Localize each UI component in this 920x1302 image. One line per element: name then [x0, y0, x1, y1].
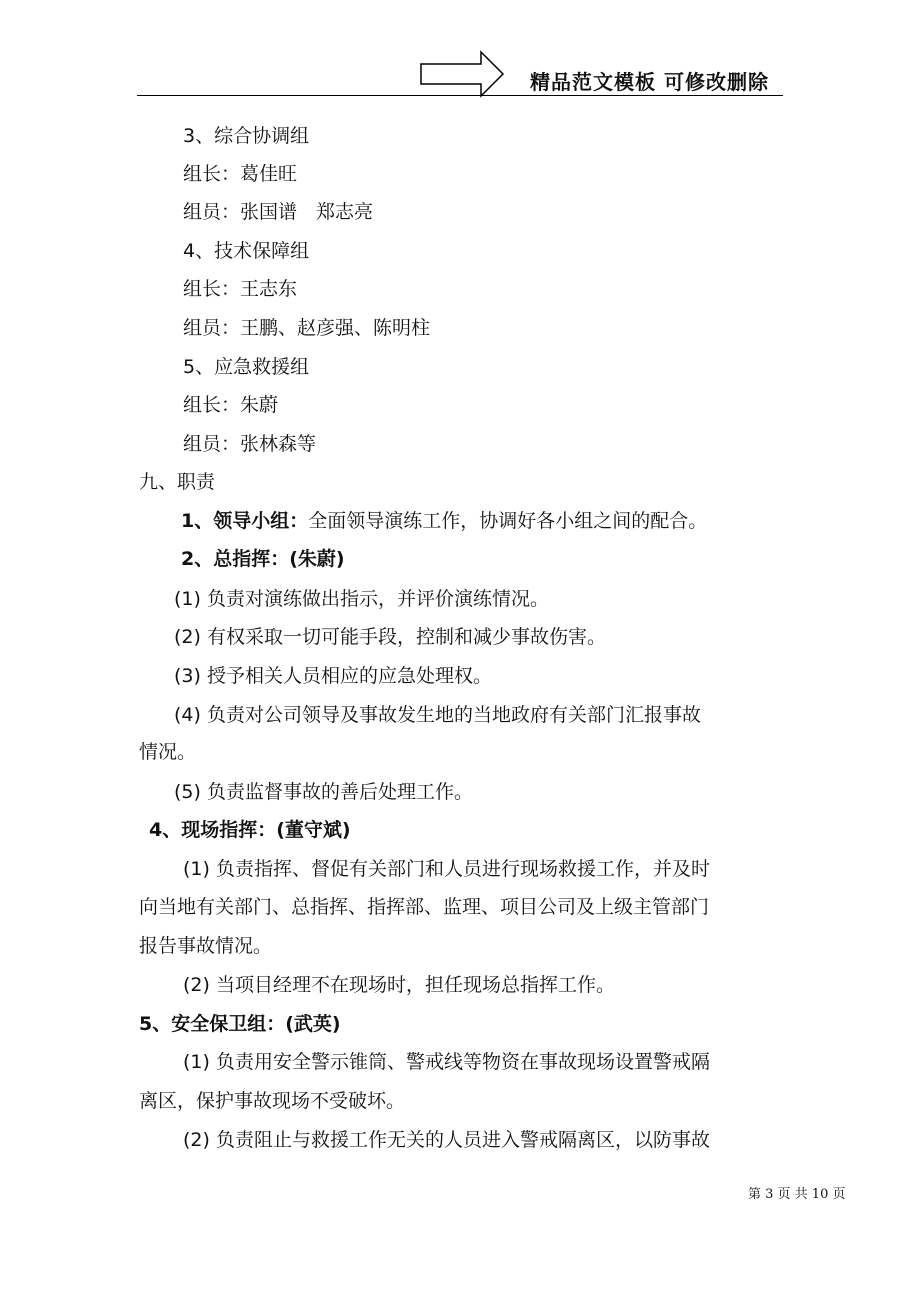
body-line: 离区，保护事故现场不受破坏。	[139, 1090, 406, 1112]
body-line: (1) 负责对演练做出指示，并评价演练情况。	[174, 588, 549, 610]
page-number: 第 3 页 共 10 页	[748, 1187, 846, 1202]
body-line	[181, 509, 707, 533]
subsection-heading: 5、安全保卫组：(武英)	[139, 1013, 341, 1035]
body-line: 组员：张国谱 郑志亮	[183, 201, 374, 223]
section-title: 4、技术保障组	[183, 240, 310, 262]
body-line: 组长：王志东	[183, 278, 298, 300]
body-line: (3) 授予相关人员相应的应急处理权。	[174, 665, 492, 687]
body-line: (1) 负责用安全警示锥筒、警戒线等物资在事故现场设置警戒隔	[183, 1051, 710, 1073]
body-line: 组长：朱蔚	[183, 394, 279, 416]
chapter-heading: 九、职责	[139, 471, 216, 493]
section-title: 3、综合协调组	[183, 125, 310, 147]
subsection-heading: 4、现场指挥：(董守斌)	[149, 819, 351, 841]
body-line: 报告事故情况。	[139, 935, 273, 957]
bold-label: 1、领导小组：	[181, 510, 309, 532]
body-line: 组员：王鹏、赵彦强、陈明柱	[183, 317, 431, 339]
body-line: (2) 负责阻止与救援工作无关的人员进入警戒隔离区，以防事故	[183, 1129, 710, 1151]
body-line: 组员：张林森等	[183, 433, 317, 455]
body-line: 情况。	[139, 741, 197, 763]
body-line: 向当地有关部门、总指挥、指挥部、监理、项目公司及上级主管部门	[139, 896, 710, 918]
section-title: 5、应急救援组	[183, 356, 310, 378]
header-divider	[137, 95, 783, 96]
body-line: 组长：葛佳旺	[183, 163, 298, 185]
arrow-icon	[419, 50, 505, 98]
body-line: (1) 负责指挥、督促有关部门和人员进行现场救援工作，并及时	[183, 858, 710, 880]
body-line: (2) 当项目经理不在现场时，担任现场总指挥工作。	[183, 974, 615, 996]
body-text: 全面领导演练工作，协调好各小组之间的配合。	[308, 510, 708, 532]
body-line: (2) 有权采取一切可能手段，控制和减少事故伤害。	[174, 626, 606, 648]
body-line: (5) 负责监督事故的善后处理工作。	[174, 781, 473, 803]
body-line: (4) 负责对公司领导及事故发生地的当地政府有关部门汇报事故	[174, 704, 701, 726]
subsection-heading: 2、总指挥：(朱蔚)	[181, 548, 345, 570]
header-banner-text: 精品范文模板 可修改删除	[530, 70, 769, 94]
